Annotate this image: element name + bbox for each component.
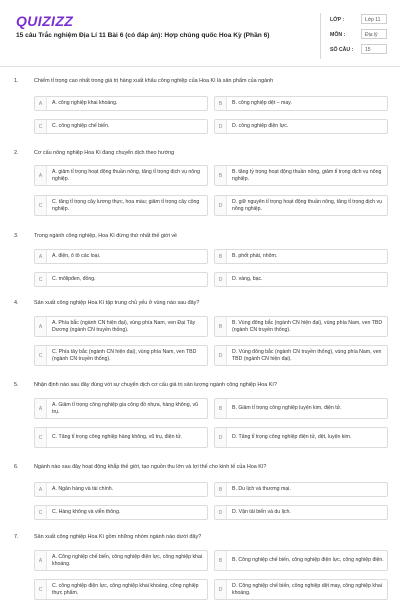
answer-option-b[interactable] <box>214 96 388 111</box>
option-text: A. Phía bắc (ngành CN hiện đại), vùng phía Nam, ven Đại Tây Dương (ngành CN truyền thống). <box>52 319 196 333</box>
answer-option-c[interactable] <box>34 272 208 287</box>
option-letter: D <box>215 120 227 133</box>
answer-option-a[interactable] <box>34 316 208 337</box>
option-text: A. Giảm tỉ trọng công nghiệp gia công đồ nhựa, hàng không, vũ trụ. <box>52 401 198 415</box>
option-letter: A <box>35 250 47 263</box>
question-2 <box>0 150 400 222</box>
option-text: A. Ngân hàng và tài chính. <box>52 486 114 493</box>
option-text: D. Vận tải biển và du lịch. <box>232 509 291 516</box>
question-text: Nhận định nào sau đây đúng với sự chuyển dịch cơ cấu giá trị sản lượng ngành công nghiệp Hoa Kì? <box>34 382 277 388</box>
question-text: Trong ngành công nghiệp, Hoa Kì đứng thứ nhất thế giới về <box>34 233 178 239</box>
option-letter: D <box>215 273 227 286</box>
question-number: 6. <box>14 464 19 470</box>
subject-value: Địa lý <box>361 29 387 39</box>
option-letter: B <box>215 166 227 185</box>
option-letter: D <box>215 346 227 365</box>
class-label: LỚP : <box>330 17 345 23</box>
answer-option-d[interactable] <box>214 505 388 520</box>
answer-option-b[interactable] <box>214 249 388 264</box>
option-text: D. giữ nguyên tỉ trọng hoạt động thuần nông, tăng tỉ trọng dịch vụ nông nghiệp. <box>232 198 382 212</box>
option-letter: C <box>35 428 47 447</box>
option-text: C. tăng tỉ trọng cây lương thực, hoa màu; giảm tỉ trọng cây công nghiệp. <box>52 198 200 212</box>
option-letter: A <box>35 317 47 336</box>
answer-option-a[interactable] <box>34 550 208 571</box>
option-letter: C <box>35 273 47 286</box>
option-text: C. công nghiệp chế biến. <box>52 123 110 130</box>
question-text: Sản xuất công nghiệp Hoa Kì gồm những nhóm ngành nào dưới đây? <box>34 534 202 540</box>
option-text: C. môlipđen, đồng. <box>52 276 96 283</box>
option-text: B. Công nghiệp chế biến, công nghiệp điện lực, công nghiệp điện. <box>232 557 384 564</box>
answer-option-c[interactable] <box>34 427 208 448</box>
option-letter: D <box>215 428 227 447</box>
question-number: 5. <box>14 382 19 388</box>
option-letter: C <box>35 346 47 365</box>
option-letter: B <box>215 97 227 110</box>
answer-option-c[interactable] <box>34 119 208 134</box>
option-letter: A <box>35 166 47 185</box>
option-text: A. công nghiệp khai khoáng. <box>52 100 118 107</box>
option-letter: B <box>215 317 227 336</box>
worksheet-title: 15 câu Trắc nghiệm Địa Lí 11 Bài 6 (có đáp án): Hợp chủng quốc Hoa Kỳ (Phần 6) <box>16 32 270 39</box>
question-7 <box>0 534 400 600</box>
option-letter: B <box>215 399 227 418</box>
option-letter: C <box>35 196 47 215</box>
answer-option-a[interactable] <box>34 165 208 186</box>
option-text: B. tăng tỷ trọng hoạt động thuần nông, giảm tỉ trọng dịch vụ nông nghiệp. <box>232 168 382 182</box>
answer-option-a[interactable] <box>34 482 208 497</box>
option-text: D. Công nghiệp chế biến, công nghiệp dệt may, công nghiệp khai khoáng. <box>232 582 382 596</box>
option-text: C. công nghiệp điện lực, công nghiệp khai khoáng, công nghiệp thực phẩm. <box>52 582 199 596</box>
option-letter: C <box>35 120 47 133</box>
question-text: Chiếm tỉ trọng cao nhất trong giá trị hàng xuất khẩu công nghiệp của Hoa Kì là sản phẩm của ngành <box>34 78 274 84</box>
subject-label: MÔN : <box>330 32 346 38</box>
option-letter: A <box>35 483 47 496</box>
question-5 <box>0 382 400 456</box>
option-letter: D <box>215 196 227 215</box>
answer-option-a[interactable] <box>34 96 208 111</box>
option-text: C. Hàng không và viễn thông. <box>52 509 121 516</box>
answer-option-a[interactable] <box>34 249 208 264</box>
question-6 <box>0 464 400 526</box>
answer-option-d[interactable] <box>214 345 388 366</box>
question-number: 4. <box>14 300 19 306</box>
option-text: B. Du lịch và thương mại. <box>232 486 291 493</box>
question-3 <box>0 233 400 293</box>
question-1 <box>0 78 400 138</box>
option-text: A. Công nghiệp chế biến, công nghiệp điện lực, công nghiệp khai khoáng. <box>52 553 202 567</box>
option-text: C. Phía tây bắc (ngành CN hiện đại), vùng phía Nam, ven TBD (ngành CN truyền thống). <box>52 348 197 362</box>
answer-option-d[interactable] <box>214 579 388 600</box>
answer-option-c[interactable] <box>34 505 208 520</box>
option-text: B. công nghiệp dệt – may. <box>232 100 292 107</box>
option-text: D. Vùng đông bắc (ngành CN truyền thống), vùng phía Nam, ven TBD (ngành CN hiện đại). <box>232 348 382 362</box>
answer-option-b[interactable] <box>214 482 388 497</box>
answer-option-b[interactable] <box>214 398 388 419</box>
option-letter: D <box>215 506 227 519</box>
option-letter: C <box>35 506 47 519</box>
option-text: B. Vùng đông bắc (ngành CN hiện đại), vùng phía Nam, ven TBD (ngành CN truyền thống). <box>232 319 383 333</box>
option-text: D. vàng, bạc. <box>232 276 263 283</box>
answer-option-c[interactable] <box>34 195 208 216</box>
answer-option-d[interactable] <box>214 195 388 216</box>
class-value: Lớp 11 <box>361 14 387 24</box>
question-text: Cơ cấu nông nghiệp Hoa Kì đang chuyển dịch theo hướng <box>34 150 175 156</box>
question-number: 7. <box>14 534 19 540</box>
option-text: D. công nghiệp điện lực. <box>232 123 289 130</box>
option-text: A. điện, ô tô các loại. <box>52 253 101 260</box>
header-rule <box>0 66 400 67</box>
option-text: C. Tăng tỉ trọng công nghiệp hàng không, vũ trụ, điện tử. <box>52 434 183 441</box>
answer-option-c[interactable] <box>34 345 208 366</box>
question-count-label: SỐ CÂU : <box>330 47 354 53</box>
question-text: Sản xuất công nghiệp Hoa Kì tập trung chủ yếu ở vùng nào sau đây? <box>34 300 200 306</box>
quizizz-logo: QUIZIZZ <box>16 13 74 29</box>
question-4 <box>0 300 400 374</box>
answer-option-d[interactable] <box>214 272 388 287</box>
option-text: B. Giảm tỉ trọng công nghiệp luyện kim, điện tử. <box>232 405 342 412</box>
option-text: B. phốt phát, nhôm. <box>232 253 278 260</box>
answer-option-b[interactable] <box>214 165 388 186</box>
option-letter: C <box>35 580 47 599</box>
header-divider <box>320 13 321 59</box>
option-letter: A <box>35 551 47 570</box>
option-letter: D <box>215 580 227 599</box>
question-count-value: 15 <box>361 44 387 54</box>
answer-option-d[interactable] <box>214 119 388 134</box>
option-letter: B <box>215 250 227 263</box>
option-text: D. Tăng tỉ trọng công nghiệp điện tử, dệt, luyện kim. <box>232 434 352 441</box>
answer-option-b[interactable] <box>214 316 388 337</box>
worksheet-header <box>0 0 400 64</box>
option-letter: B <box>215 483 227 496</box>
question-number: 2. <box>14 150 19 156</box>
answer-option-a[interactable] <box>34 398 208 419</box>
option-text: A. giảm tỉ trọng hoạt động thuần nông, tăng tỉ trọng dịch vụ nông nghiệp. <box>52 168 200 182</box>
answer-option-b[interactable] <box>214 550 388 571</box>
option-letter: A <box>35 399 47 418</box>
question-number: 3. <box>14 233 19 239</box>
answer-option-c[interactable] <box>34 579 208 600</box>
option-letter: A <box>35 97 47 110</box>
option-letter: B <box>215 551 227 570</box>
question-number: 1. <box>14 78 19 84</box>
question-text: Ngành nào sau đây hoạt động khắp thế giới, tạo nguồn thu lớn và lợi thế cho kinh tế của Hoa Kì? <box>34 464 267 470</box>
answer-option-d[interactable] <box>214 427 388 448</box>
